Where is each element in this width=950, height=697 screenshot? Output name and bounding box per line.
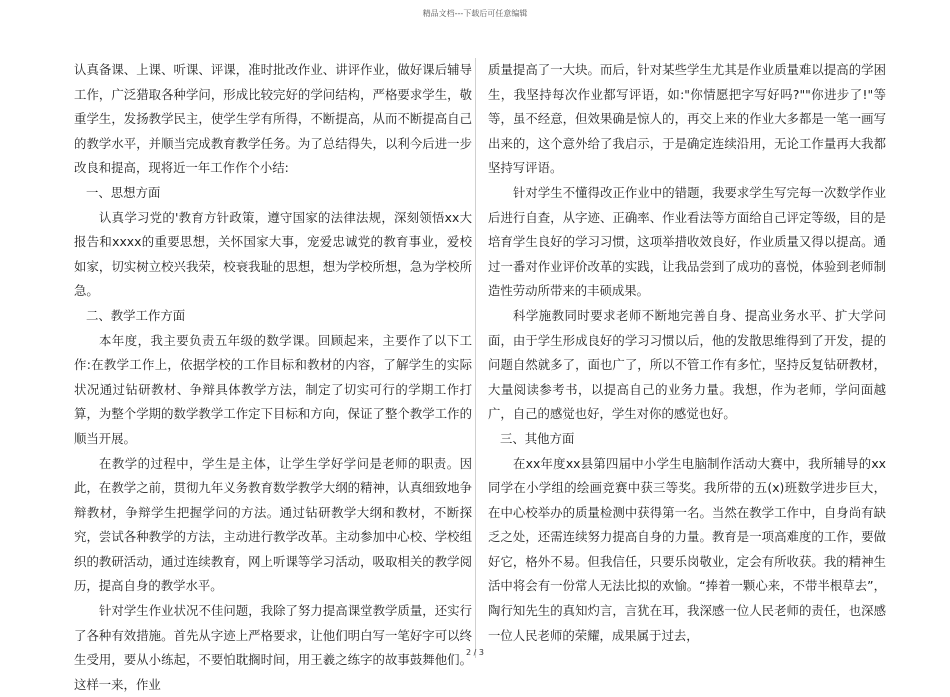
page-header: 精品文档---下载后可任意编辑: [422, 9, 528, 18]
column-divider: [475, 58, 476, 658]
paragraph: 在xx年度xx县第四届中小学生电脑制作活动大赛中，我所辅导的xx同学在小学组的绘画竞赛中获三等奖。我所带的五(x)班数学进步巨大，在中心校举办的质量检测中获得第一名。当然在教学工作中，自身尚有缺乏之处，还需连续努力提高自身的力量。教育是一项高难度的工作，要做好它，格外不易。但我信任，只要乐岗敬业，定会有所收获。我的精神生活中将会有一份常人无法比拟的欢愉。“捧着一颗心来，不带半根草去”，陶行知先生的真知灼言，言犹在耳，我深感一位人民老师的责任，也深感一位人民老师的荣耀，成果属于过去，: [488, 455, 886, 643]
paragraph: 在教学的过程中，学生是主体，让学生学好学问是老师的职责。因此，在教学之前，贯彻九年义务教育数学教学大纲的精神，认真细致地争辩教材，争辩学生把握学问的方法。通过钻研教学大纲和教材，不断探究，尝试各种教学的方法，主动进行教学改革。主动参加中心校、学校组织的教研活动，通过连续教育，网上听课等学习活动，吸取相关的教学阅历，提高自身的教学水平。: [74, 455, 472, 594]
paragraph: 针对学生作业状况不佳问题，我除了努力提高课堂教学质量，还实行了各种有效措施。首先从字迹上严格要求，让他们明白写一笔好字可以终生受用，要从小练起，不要怕耽搁时间，用王羲之练字的故事鼓舞他们。这样一来，作业: [74, 603, 472, 692]
left-column: [74, 58, 472, 697]
paragraph: 认真学习党的'教育方针政策，遵守国家的法律法规，深刻领悟xx大报告和xxxx的重要思想，关怀国家大事，宠爱忠诚党的教育事业，爱校如家，切实树立校兴我荣，校衰我耻的思想，想为学校所想，急为学校所急。: [74, 209, 472, 299]
paragraph: 质量提高了一大块。而后，针对某些学生尤其是作业质量难以提高的学困生，我坚持每次作业都写评语，如:"你情愿把字写好吗?""你进步了!"等等，虽不经意，但效果确是惊人的，再交上来的作业大多都是一笔一画写出来的，这个意外给了我启示，于是确定连续沿用，无论工作量再大我都坚持写评语。: [488, 62, 886, 176]
paragraph: 针对学生不懂得改正作业中的错题，我要求学生写完每一次数学作业后进行自查，从字迹、正确率、作业看法等方面给自己评定等级，目的是培育学生良好的学习习惯，这项举措收效良好，作业质量又得以提高。通过一番对作业评价改革的实践，让我品尝到了成功的喜悦，体验到老师制造性劳动所带来的丰硕成果。: [488, 184, 886, 299]
section-heading-other: 三、其他方面: [500, 430, 575, 446]
page-number: 2 / 3: [466, 648, 484, 657]
right-column: [488, 58, 886, 648]
section-heading-teaching: 二、教学工作方面: [86, 307, 186, 323]
paragraph: 认真备课、上课、听课、评课，准时批改作业、讲评作业，做好课后辅导工作，广泛猎取各种学问，形成比较完好的学问结构，严格要求学生，敬重学生，发扬教学民主，使学生学有所得，不断提高，从而不断提高自己的教学水平，并顺当完成教育教学任务。为了总结得失，以利今后进一步改良和提高，现将近一年工作作个小结:: [74, 62, 472, 176]
paragraph: 科学施教同时要求老师不断地完善自身、提高业务水平、扩大学问面，由于学生形成良好的学习习惯以后，他的发散思维得到了开发，提的问题自然就多了，面也广了，所以不管工作有多忙，坚持反复钻研教材，大量阅读参考书，以提高自己的业务力量。我想，作为老师，学问面越广，自己的感觉也好，学生对你的感觉也好。: [488, 307, 886, 422]
paragraph: 本年度，我主要负责五年级的数学课。回顾起来，主要作了以下工作:在教学工作上，依据学校的工作目标和教材的内容，了解学生的实际状况通过钻研教材、争辩具体教学方法，制定了切实可行的学期工作打算，为整个学期的数学教学工作定下目标和方向，保证了整个教学工作的顺当开展。: [74, 332, 472, 446]
section-heading-ideology: 一、思想方面: [86, 184, 161, 200]
